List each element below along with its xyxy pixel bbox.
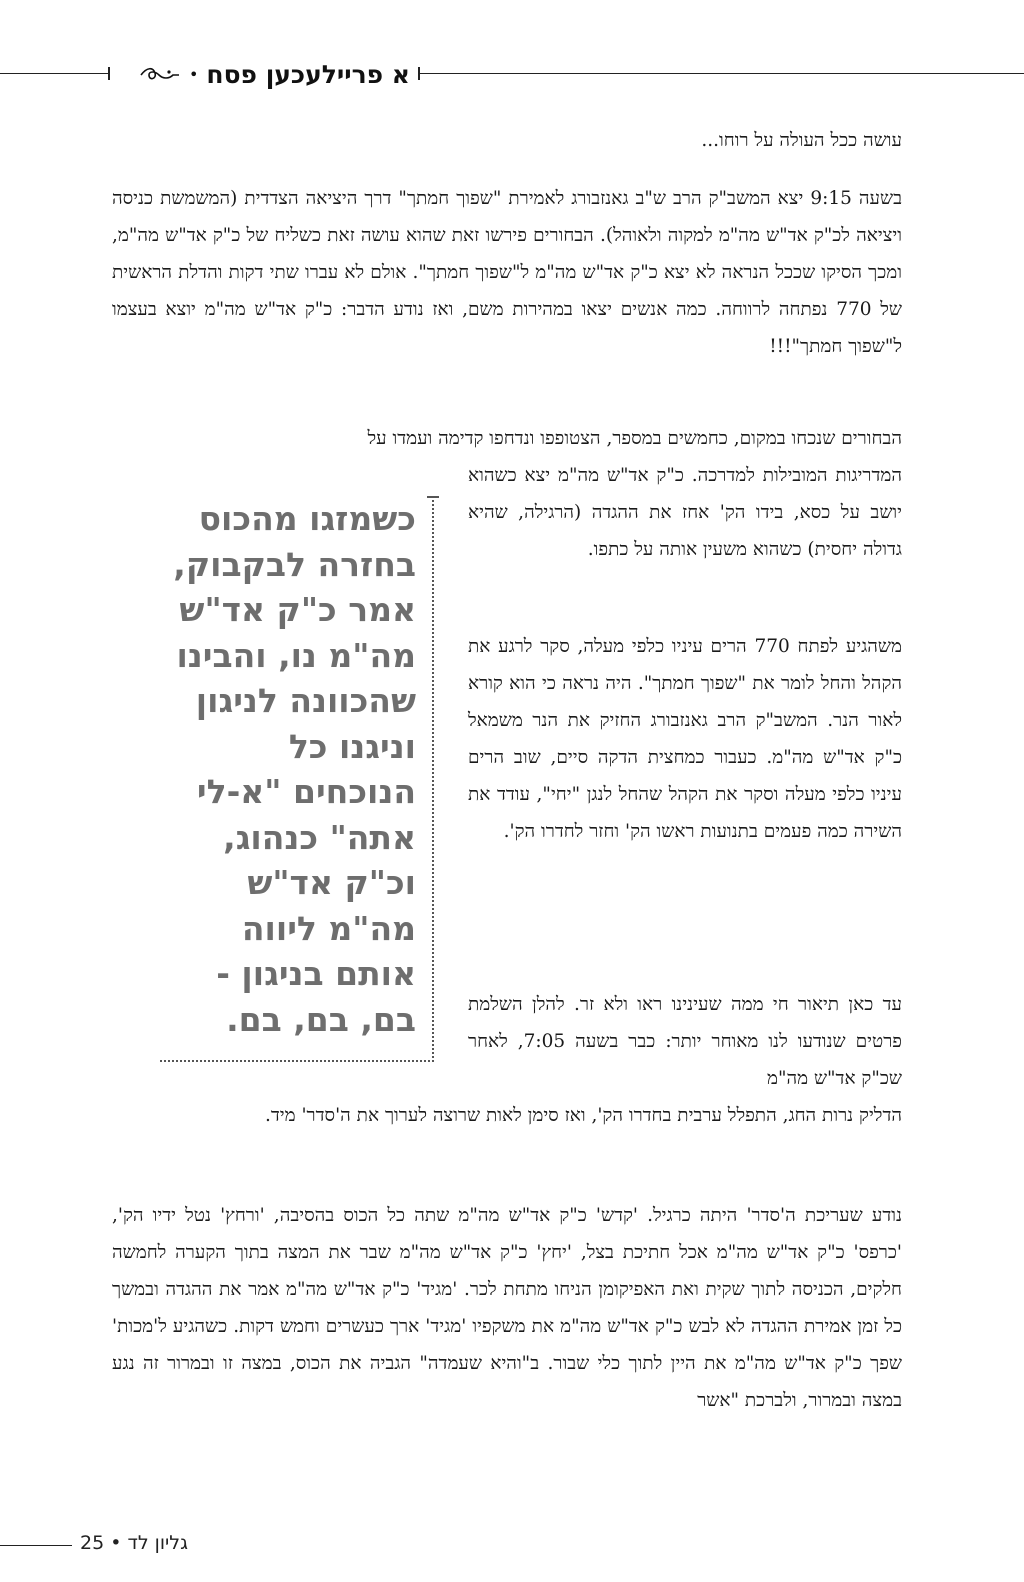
pull-quote-tick <box>427 496 439 498</box>
paragraph-5-narrow-text: עד כאן תיאור חי ממה שעינינו ראו ולא זר. להלן השלמת פרטים שנודעו לנו מאוחר יותר: כבר בשעה 7:05, לאחר שכ"ק אד"ש מה"מ <box>468 994 902 1089</box>
header-separator-dot: • <box>188 64 199 84</box>
header-title: א פריילעכען פסח <box>206 59 410 89</box>
running-header <box>0 52 1024 96</box>
pull-quote-text: כשמזגו מהכוס בחזרה לבקבוק, אמר כ"ק אד"ש מה"מ נו, והבינו שהכוונה לניגון וניגנו כל הנוכחים "א-לי אתה" כנהוג, וכ"ק אד"ש מה"מ ליווה אותם בניגון - בם, בם, בם. <box>173 499 416 1039</box>
paragraph-2 <box>112 180 902 365</box>
footer-rule <box>0 1545 72 1546</box>
paragraph-4-text: משהגיע לפתח 770 הרים עיניו כלפי מעלה, סקר לרגע את הקהל והחל לומר את "שפוך חמתך". היה נראה כי הוא קורא לאור הנר. המשב"ק הרב גאנזבורג החזיק את הנר משמאל כ"ק אד"ש מה"מ. כעבור כמחצית הדקה סיים, שוב הרים עיניו כלפי מעלה וסקר את הקהל שהחל לנגן "יחי", עודד את השירה כמה פעמים בתנועות ראשו הק' וחזר לחדרו הק'. <box>468 636 902 842</box>
header-title-group <box>118 54 410 94</box>
paragraph-4 <box>468 628 902 850</box>
paragraph-1-text: עושה ככל העולה על רוחו... <box>701 130 902 151</box>
paragraph-2-text: בשעה 9:15 יצא המשב"ק הרב ש"ב גאנזבורג לאמירת "שפוך חמתך" דרך היציאה הצדדית (המשמשת כניסה ויציאה לכ"ק אד"ש מה"מ למקוה ולאוהל). הבחורים פירשו זאת שהוא עושה זאת כשליח של כ"ק אד"ש מה"מ, ומכך הסיקו שככל הנראה לא יצא כ"ק אד"ש מה"מ ל"שפוך חמתך". אולם לא עברו שתי דקות והדלת הראשית של 770 נפתחה לרווחה. כמה אנשים יצאו במהירות משם, ואז נודע הדבר: כ"ק אד"ש מה"מ יוצא בעצמו ל"שפוך חמתך"!!! <box>112 188 902 357</box>
paragraph-6-text: נודע שעריכת ה'סדר' היתה כרגיל. 'קדש' כ"ק אד"ש מה"מ שתה כל הכוס בהסיבה, 'ורחץ' נטל ידיו הק', 'כרפס' כ"ק אד"ש מה"מ אכל חתיכת בצל, 'יחץ' כ"ק אד"ש מה"מ שבר את המצה בתוך הקערה לחמשה חלקים, הכניסה לתוך שקית ואת האפיקומן הניחו מתחת לכר. 'מגיד' כ"ק אד"ש מה"מ אמר את ההגדה ובמשך כל זמן אמירת ההגדה לא לבש כ"ק אד"ש מה"מ את משקפיו 'מגיד' ארך כעשרים וחמש דקות. כשהגיע ל'מכות' שפך כ"ק אד"ש מה"מ את היין לתוך כלי שבור. ב"והיא שעמדה" הגביה את הכוס, במצה זו ובמרור זה נגע במצה ובמרור, ולברכת "אשר <box>112 1205 902 1411</box>
footer-issue-page: גליון לד • 25 <box>80 1532 188 1554</box>
paragraph-3-full-text: הבחורים שנכחו במקום, כחמשים במספר, הצטופפו ונדחפו קדימה ועמדו על <box>367 428 902 449</box>
paragraph-5-continued <box>112 1097 902 1134</box>
paragraph-6 <box>112 1197 902 1419</box>
paragraph-3-continued <box>468 457 902 568</box>
pull-quote-box <box>160 496 434 1062</box>
page-footer <box>0 1528 260 1562</box>
flourish-icon <box>139 63 181 85</box>
header-rule-left <box>0 73 108 74</box>
paragraph-1 <box>112 122 902 159</box>
header-rule-right <box>418 73 1024 74</box>
header-rule-left-cap <box>108 67 110 80</box>
paragraph-3-narrow-text: המדריגות המובילות למדרכה. כ"ק אד"ש מה"מ יצא כשהוא יושב על כסא, בידו הק' אחז את ההגדה (הרגילה, שהיא גדולה יחסית) כשהוא משעין אותה על כתפו. <box>468 465 902 560</box>
paragraph-5 <box>468 986 902 1097</box>
paragraph-5-full-text: הדליק נרות החג, התפלל ערבית בחדרו הק', ואז סימן לאות שרוצה לערוך את ה'סדר' מיד. <box>265 1105 902 1126</box>
header-rule-right-cap <box>418 67 420 80</box>
paragraph-3-first-line <box>112 420 902 457</box>
